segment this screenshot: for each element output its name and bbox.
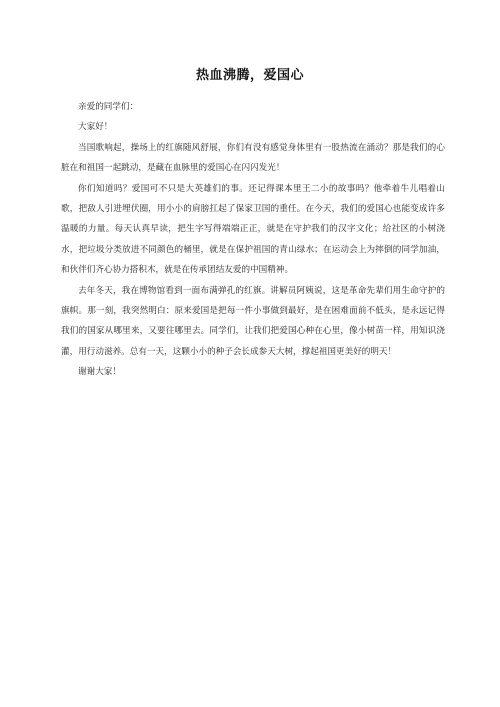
paragraph-2: 你们知道吗？爱国可不只是大英雄们的事。还记得课本里王二小的故事吗？他牵着牛儿唱着山歌，把敌人引进埋伏圈，用小小的肩膀扛起了保家卫国的重任。在今天，我们的爱国心也能变成许多温暖的力量。每天认真早读，把生字写得端端正正，就是在守护我们的汉字文化；给社区的小树浇水，把垃圾分类放进不同颜色的桶里，就是在保护祖国的青山绿水；在运动会上为摔倒的同学加油，和伙伴们齐心协力搭积木，就是在传承团结友爱的中国精神。 <box>61 183 445 276</box>
paragraph-1: 当国歌响起，操场上的红旗随风舒展，你们有没有感觉身体里有一股热流在涌动？那是我们的心脏在和祖国一起跳动，是藏在血脉里的爱国心在闪闪发光！ <box>61 142 445 174</box>
document-title: 热血沸腾，爱国心 <box>195 68 304 83</box>
document-body <box>61 97 445 383</box>
paragraph-3: 去年冬天，我在博物馆看到一面布满弹孔的红旗。讲解员阿姨说，这是革命先辈们用生命守护的旗帜。那一刻，我突然明白：原来爱国是把每一件小事做到最好，是在困难面前不低头，是永远记得我们的国家从哪里来，又要往哪里去。同学们，让我们把爱国心种在心里，像小树苗一样，用知识浇灌，用行动滋养。总有一天，这颗小小的种子会长成参天大树，撑起祖国更美好的明天！ <box>61 285 445 357</box>
salutation: 亲爱的同学们： <box>78 102 139 112</box>
greeting: 大家好！ <box>78 122 113 133</box>
closing: 谢谢大家！ <box>78 367 121 378</box>
